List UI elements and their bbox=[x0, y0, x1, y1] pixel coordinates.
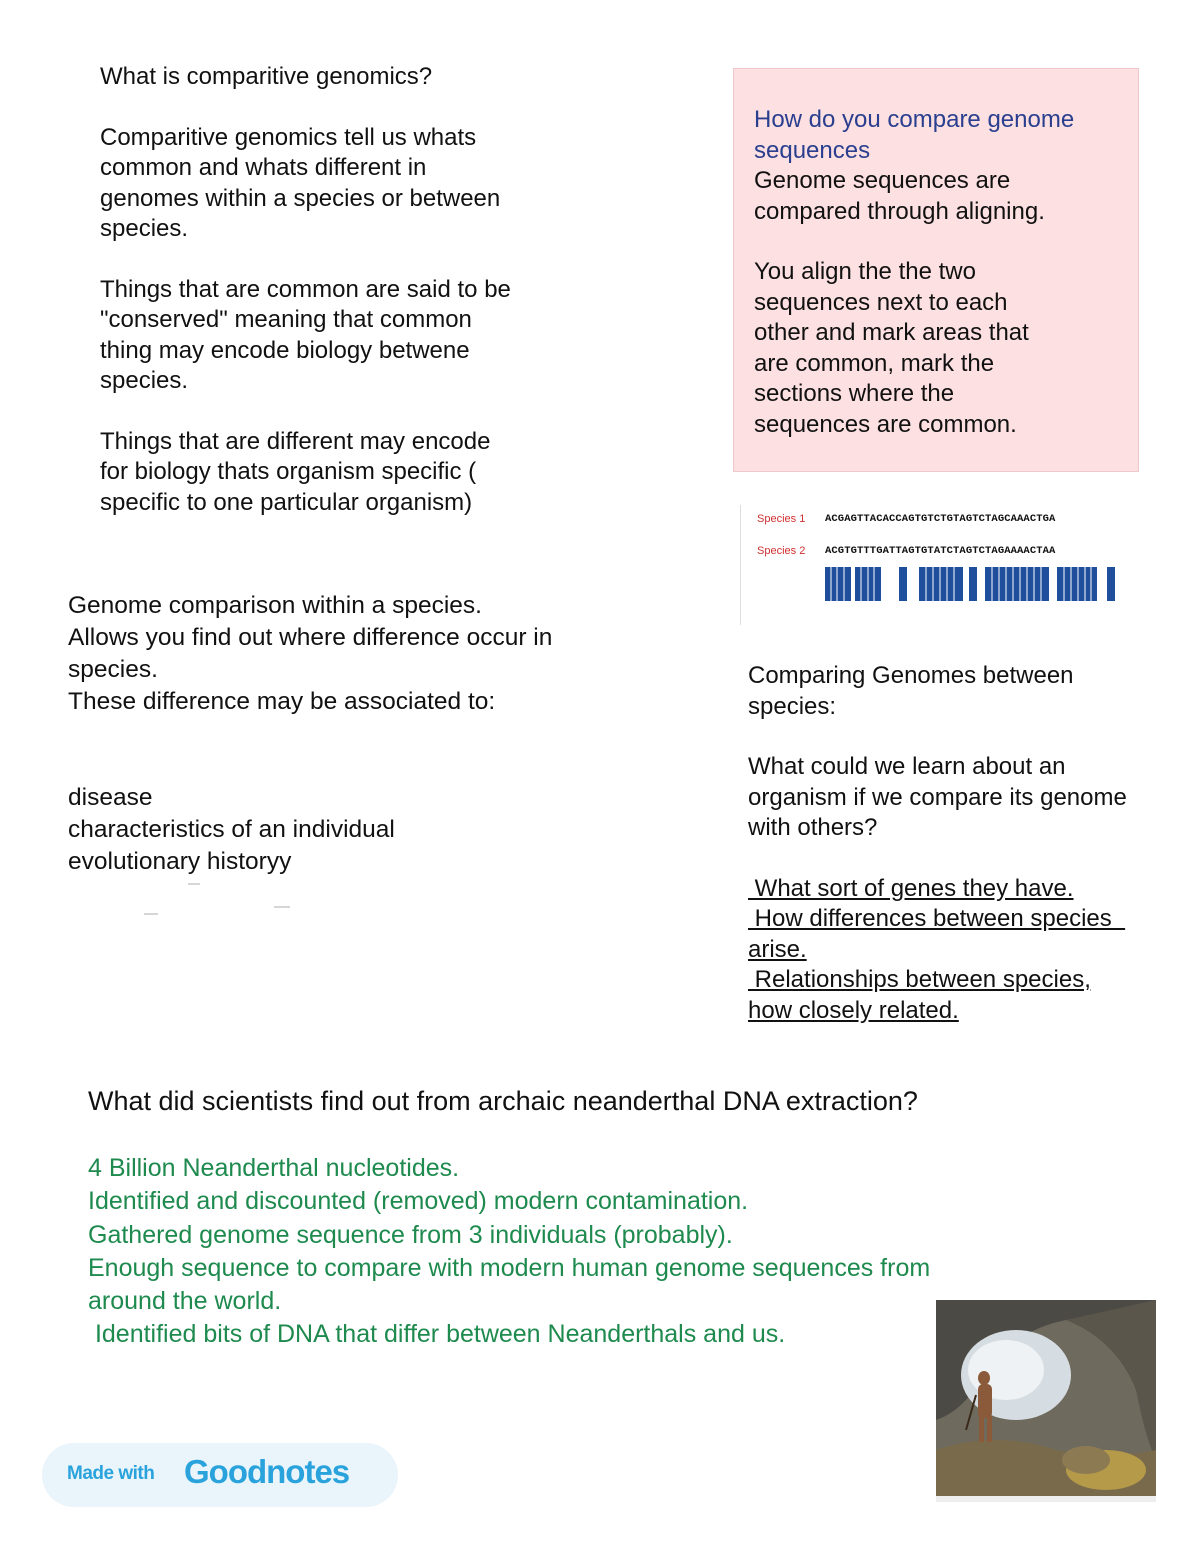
intro-line: Things that are common are said to be bbox=[100, 275, 511, 303]
finding-line: 4 Billion Neanderthal nucleotides. bbox=[88, 1154, 460, 1182]
match-bar bbox=[969, 567, 977, 601]
intro-question: What is comparitive genomics? bbox=[100, 63, 433, 90]
match-bar bbox=[899, 567, 907, 601]
box-question: sequences bbox=[754, 136, 871, 164]
match-bar bbox=[985, 567, 1049, 601]
within-item: disease bbox=[68, 784, 153, 811]
within-line: species. bbox=[68, 656, 158, 683]
box-line: sections where the bbox=[754, 380, 955, 407]
match-bar bbox=[825, 567, 851, 601]
finding-line: Identified bits of DNA that differ between Neanderthals and us. bbox=[88, 1320, 786, 1349]
within-species-section bbox=[68, 590, 648, 878]
box-line: other and mark areas that bbox=[754, 319, 1029, 346]
intro-line: specific to one particular organism) bbox=[100, 488, 473, 516]
pen-mark bbox=[274, 906, 290, 908]
intro-line: "conserved" meaning that common bbox=[100, 306, 472, 333]
within-line: These difference may be associated to: bbox=[68, 688, 496, 715]
match-bar bbox=[1107, 567, 1115, 601]
within-item: characteristics of an individual bbox=[68, 816, 395, 843]
between-heading: Comparing Genomes between bbox=[748, 662, 1074, 689]
pen-mark bbox=[188, 883, 200, 885]
between-answer: Relationships between species, bbox=[748, 966, 1091, 993]
finding-line: Enough sequence to compare with modern human genome sequences from bbox=[88, 1253, 931, 1282]
intro-line: genomes within a species or between bbox=[100, 184, 501, 212]
intro-line: species. bbox=[100, 367, 189, 394]
intro-section bbox=[100, 62, 560, 518]
within-line: Allows you find out where difference occur in bbox=[68, 624, 553, 651]
box-line: sequences next to each bbox=[754, 288, 1008, 316]
intro-line: common and whats different in bbox=[100, 154, 427, 181]
species2-label: Species 2 bbox=[757, 545, 806, 557]
finding-line: Gathered genome sequence from 3 individuals (probably). bbox=[88, 1220, 733, 1249]
compare-sequences-box bbox=[733, 68, 1139, 472]
species2-sequence: ACGTGTTTGATTAGTGTATCTAGTCTAGAAAACTAA bbox=[825, 545, 1056, 557]
box-line: You align the the two bbox=[754, 258, 976, 285]
neanderthal-cave-illustration bbox=[936, 1300, 1156, 1502]
goodnotes-logo: Goodnotes bbox=[184, 1453, 350, 1490]
pen-mark bbox=[144, 913, 158, 915]
between-question: with others? bbox=[748, 814, 878, 841]
within-line: Genome comparison within a species. bbox=[68, 592, 482, 619]
made-with-label: Made with bbox=[67, 1463, 155, 1484]
species1-label: Species 1 bbox=[757, 513, 806, 525]
species1-sequence: ACGAGTTACACCAGTGTCTGTAGTCTAGCAAACTGA bbox=[825, 513, 1056, 525]
between-answer: arise. bbox=[748, 935, 807, 963]
box-line: Genome sequences are bbox=[754, 167, 1011, 194]
box-question: How do you compare genome bbox=[754, 106, 1075, 133]
finding-line: around the world. bbox=[88, 1287, 282, 1316]
box-line: compared through aligning. bbox=[754, 197, 1045, 225]
intro-line: species. bbox=[100, 215, 189, 242]
intro-line: for biology thats organism specific ( bbox=[100, 458, 477, 485]
neanderthal-title: What did scientists find out from archaic neanderthal DNA extraction? bbox=[88, 1086, 918, 1116]
between-answer: How differences between species bbox=[748, 905, 1126, 932]
box-line: are common, mark the bbox=[754, 349, 995, 377]
made-with-goodnotes-badge[interactable] bbox=[42, 1443, 398, 1507]
box-line: sequences are common. bbox=[754, 410, 1017, 438]
intro-line: Things that are different may encode bbox=[100, 427, 491, 455]
between-heading: species: bbox=[748, 692, 837, 720]
between-answer: how closely related. bbox=[748, 996, 959, 1024]
between-question: What could we learn about an bbox=[748, 753, 1066, 780]
between-question: organism if we compare its genome bbox=[748, 783, 1127, 811]
between-answer: What sort of genes they have. bbox=[748, 874, 1074, 902]
within-item: evolutionary historyy bbox=[68, 848, 292, 875]
match-bars bbox=[741, 565, 1139, 615]
intro-line: Comparitive genomics tell us whats bbox=[100, 123, 477, 151]
between-species-section bbox=[748, 661, 1168, 1026]
sequence-alignment-image bbox=[740, 505, 1139, 625]
finding-line: Identified and discounted (removed) modern contamination. bbox=[88, 1187, 749, 1216]
intro-line: thing may encode biology betwene bbox=[100, 336, 470, 364]
neanderthal-findings bbox=[88, 1152, 1078, 1352]
